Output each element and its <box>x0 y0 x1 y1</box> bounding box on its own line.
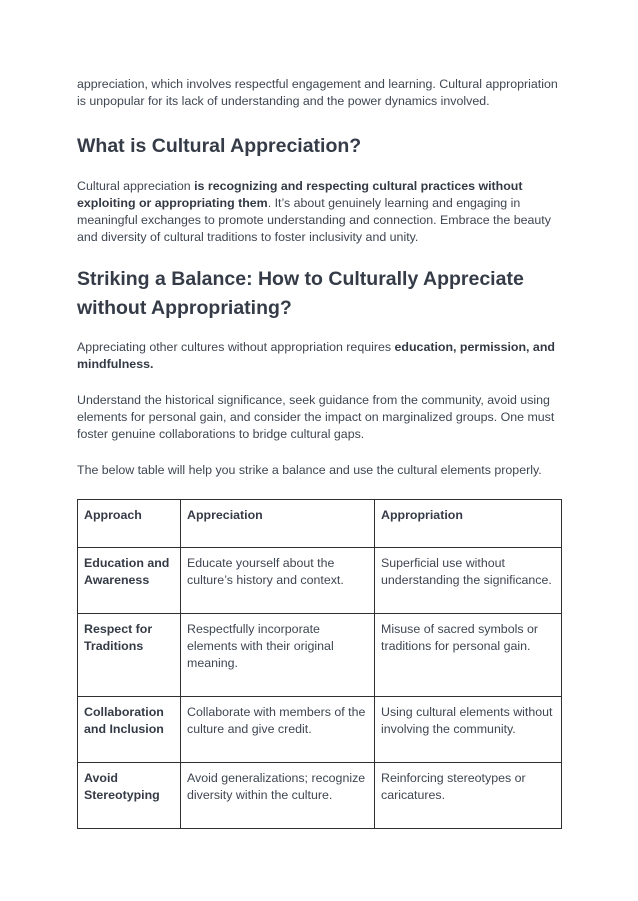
paragraph-text: Cultural appreciation <box>77 179 195 193</box>
historical-significance-paragraph: Understand the historical significance, seek guidance from the community, avoid using elements for personal gain, and consider the impact on marginalized groups. One must foster genuine collaborations to bridge cultural gaps. <box>77 393 555 441</box>
table-row <box>78 548 562 614</box>
table-header-row <box>78 500 562 548</box>
appreciation-cell: Respectfully incorporate elements with their original meaning. <box>181 614 375 697</box>
approach-cell: Collaboration and Inclusion <box>78 697 181 763</box>
comparison-table <box>77 499 562 829</box>
cultural-appreciation-paragraph <box>77 178 563 246</box>
appropriation-cell: Misuse of sacred symbols or traditions for personal gain. <box>375 614 562 697</box>
header-appropriation: Appropriation <box>375 500 562 548</box>
header-appreciation: Appreciation <box>181 500 375 548</box>
bold-definition: is recognizing and respecting cultural practices without exploiting or appropriating them <box>77 179 523 210</box>
section-heading-cultural-appreciation: What is Cultural Appreciation? <box>77 135 362 157</box>
appreciation-cell: Avoid generalizations; recognize diversity within the culture. <box>181 763 375 829</box>
section-heading-striking-balance: Striking a Balance: How to Culturally Appreciate without Appropriating? <box>77 268 524 319</box>
appreciating-paragraph <box>77 339 563 373</box>
bold-requirements: education, permission, and mindfulness. <box>77 340 555 371</box>
table-row <box>78 763 562 829</box>
approach-cell: Respect for Traditions <box>78 614 181 697</box>
paragraph-text: Appreciating other cultures without appropriation requires <box>77 340 395 354</box>
table-intro-paragraph: The below table will help you strike a balance and use the cultural elements properly. <box>77 463 542 477</box>
appropriation-cell: Reinforcing stereotypes or caricatures. <box>375 763 562 829</box>
document-page <box>77 76 563 829</box>
appreciation-cell: Collaborate with members of the culture and give credit. <box>181 697 375 763</box>
appropriation-cell: Using cultural elements without involving the community. <box>375 697 562 763</box>
intro-paragraph: appreciation, which involves respectful engagement and learning. Cultural appropriation is unpopular for its lack of understanding and the power dynamics involved. <box>77 77 558 108</box>
header-approach: Approach <box>78 500 181 548</box>
appreciation-cell: Educate yourself about the culture’s history and context. <box>181 548 375 614</box>
paragraph-text: . It’s about genuinely learning and engaging in meaningful exchanges to promote understanding and connection. Embrace the beauty and diversity of cultural traditions to foster inclusivity and unity. <box>77 196 551 244</box>
approach-cell: Education and Awareness <box>78 548 181 614</box>
table-row <box>78 697 562 763</box>
table-row <box>78 614 562 697</box>
approach-cell: Avoid Stereotyping <box>78 763 181 829</box>
appropriation-cell: Superficial use without understanding the significance. <box>375 548 562 614</box>
